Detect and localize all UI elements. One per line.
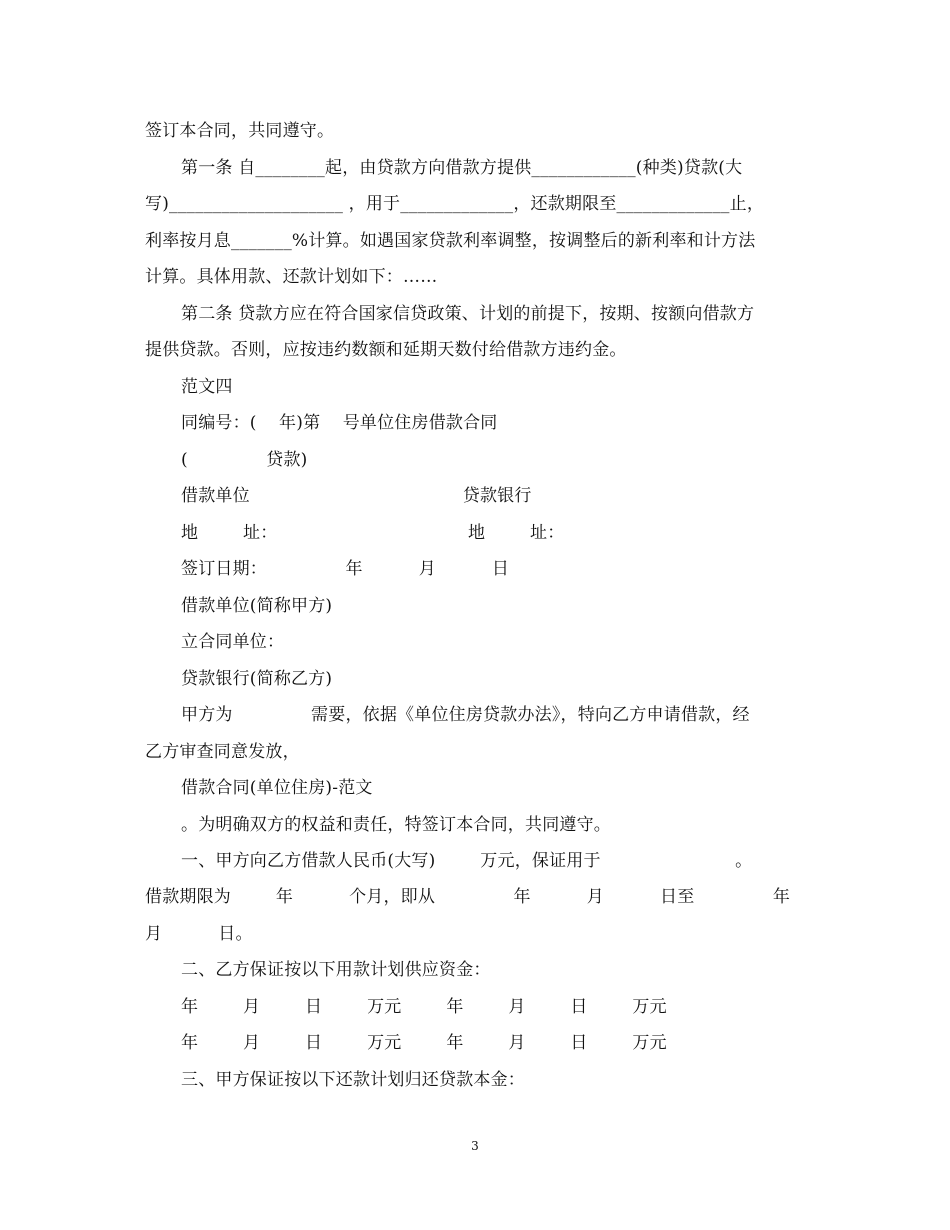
text-line: 利率按月息_______%计算。如遇国家贷款利率调整，按调整后的新利率和计方法 bbox=[145, 231, 756, 251]
text-line: 借款期限为 年 个月，即从 年 月 日至 年 bbox=[145, 887, 791, 907]
text-line: 三、甲方保证按以下还款计划归还贷款本金： bbox=[181, 1070, 525, 1090]
schedule-row: 年 月 日 万元 年 月 日 万元 bbox=[181, 997, 667, 1017]
text-line: 甲方为 需要，依据《单位住房贷款办法》，特向乙方申请借款，经 bbox=[181, 705, 750, 725]
text-line: ( 贷款) bbox=[181, 450, 308, 470]
text-line: 借款合同(单位住房)-范文 bbox=[181, 778, 373, 798]
text-line: 乙方审查同意发放， bbox=[145, 742, 300, 762]
sign-date-line: 签订日期： 年 月 日 bbox=[181, 559, 510, 579]
text-line: 写)____________________ ，用于_____________，还款期限至_____________止， bbox=[145, 194, 765, 214]
text-line: 贷款银行(简称乙方) bbox=[181, 669, 333, 689]
text-line: 第二条 贷款方应在符合国家信贷政策、计划的前提下，按期、按额向借款方 bbox=[181, 304, 755, 324]
section-heading: 范文四 bbox=[181, 377, 233, 397]
schedule-row: 年 月 日 万元 年 月 日 万元 bbox=[181, 1033, 667, 1053]
page-number: 3 bbox=[471, 1139, 479, 1153]
text-line: 一、甲方向乙方借款人民币(大写) 万元，保证用于 。 bbox=[181, 851, 753, 871]
text-line: 立合同单位： bbox=[181, 632, 285, 652]
contract-number-line: 同编号：( 年)第 号单位住房借款合同 bbox=[181, 413, 498, 433]
parties-line: 借款单位 贷款银行 bbox=[181, 486, 532, 506]
text-line: 第一条 自________起，由贷款方向借款方提供____________(种类)贷款(大 bbox=[181, 158, 743, 178]
text-line: 借款单位(简称甲方) bbox=[181, 596, 333, 616]
text-line: 月 日。 bbox=[145, 924, 253, 944]
text-line: 签订本合同，共同遵守。 bbox=[145, 121, 335, 141]
text-line: 。为明确双方的权益和责任，特签订本合同，共同遵守。 bbox=[181, 815, 611, 835]
text-line: 提供贷款。否则，应按违约数额和延期天数付给借款方违约金。 bbox=[145, 340, 627, 360]
text-line: 计算。具体用款、还款计划如下：…… bbox=[145, 267, 438, 287]
text-line: 二、乙方保证按以下用款计划供应资金： bbox=[181, 960, 491, 980]
address-line: 地 址： 地 址： bbox=[181, 523, 565, 543]
